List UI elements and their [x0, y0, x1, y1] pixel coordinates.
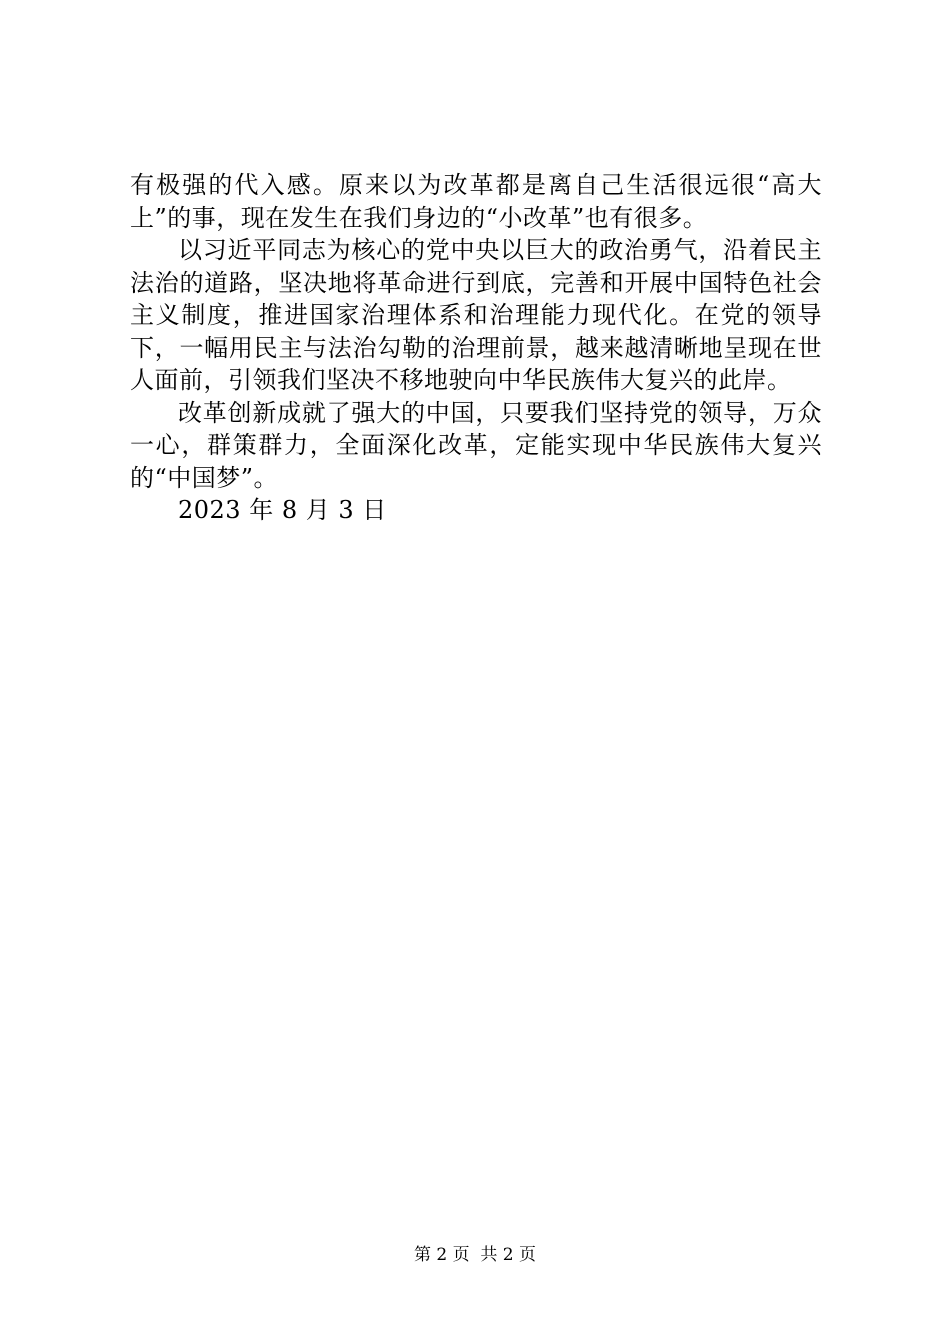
- document-body: [130, 169, 822, 527]
- paragraph-2: 以习近平同志为核心的党中央以巨大的政治勇气，沿着民主法治的道路，坚决地将革命进行到底，完善和开展中国特色社会主义制度，推进国家治理体系和治理能力现代化。在党的领导下，一幅用民主与法治勾勒的治理前景，越来越清晰地呈现在世人面前，引领我们坚决不移地驶向中华民族伟大复兴的此岸。: [130, 236, 822, 394]
- paragraph-3: 改革创新成就了强大的中国，只要我们坚持党的领导，万众一心，群策群力，全面深化改革，定能实现中华民族伟大复兴的“中国梦”。: [130, 398, 822, 492]
- paragraph-1: 有极强的代入感。原来以为改革都是离自己生活很远很“高大上”的事，现在发生在我们身边的“小改革”也有很多。: [130, 171, 822, 232]
- document-date: 2023 年 8 月 3 日: [178, 496, 387, 524]
- page-footer: 第 2 页 共 2 页: [413, 1245, 537, 1265]
